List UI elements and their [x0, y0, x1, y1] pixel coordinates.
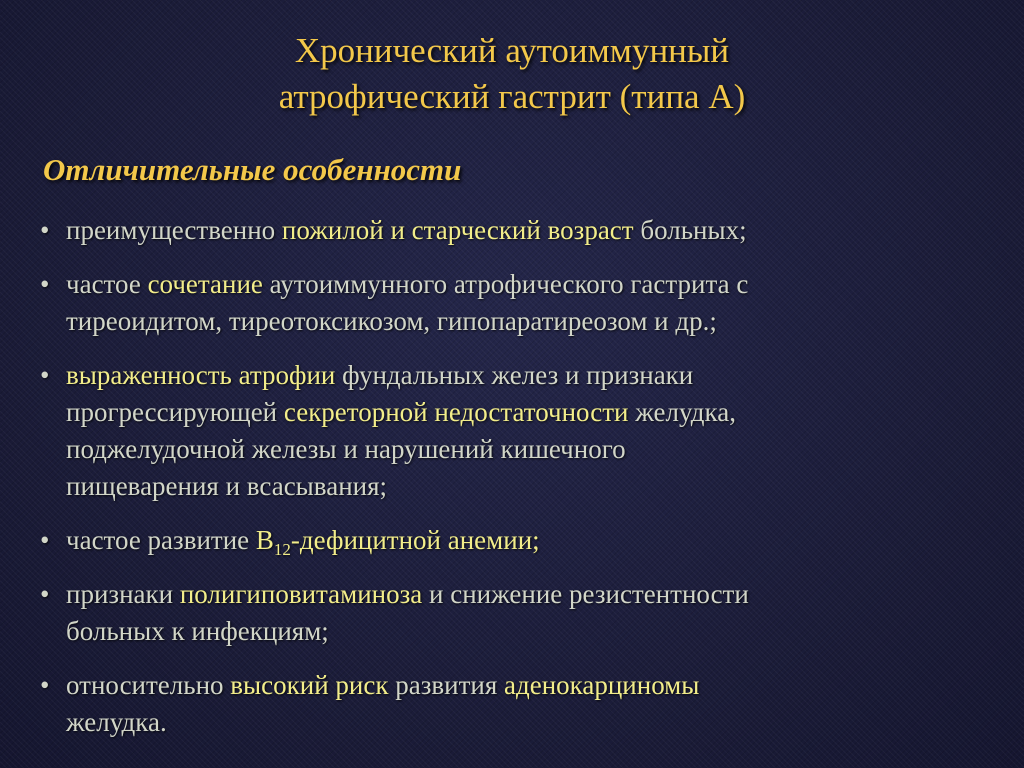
bullet-text: признаки [66, 579, 180, 609]
bullet-marker: • [40, 215, 50, 245]
bullet-marker: • [40, 670, 50, 700]
highlighted-text: аденокарциномы [504, 670, 700, 700]
bullet-line [66, 704, 1000, 741]
bullet-line [66, 394, 1000, 431]
bullet-text: относительно [66, 670, 231, 700]
bullet-text: фундальных желез и признаки [335, 360, 694, 390]
bullet-line [66, 266, 1000, 303]
highlighted-text: -дефицитной анемии; [290, 525, 540, 555]
bullet-line [66, 613, 1000, 650]
bullet-marker: • [40, 525, 50, 555]
bullet-line [66, 303, 1000, 340]
bullet-marker: • [40, 269, 50, 299]
highlighted-text: пожилой и старческий возраст [281, 215, 634, 245]
bullet-line [66, 468, 1000, 505]
bullet-text: частое развитие [66, 525, 256, 555]
highlighted-text: сочетание [147, 269, 263, 299]
slide-title [0, 28, 1024, 120]
slide-subtitle: Отличительные особенности [43, 152, 462, 187]
highlighted-text: выраженность атрофии [66, 360, 336, 390]
bullet-text: больных к инфекциям; [66, 616, 329, 646]
highlighted-text: высокий риск [230, 670, 389, 700]
bullet-text: желудка. [66, 707, 167, 737]
bullet-marker: • [40, 579, 50, 609]
bullet-item [40, 667, 1000, 741]
bullet-item [40, 266, 1000, 340]
bullet-text: желудка, [628, 397, 736, 427]
bullet-marker: • [40, 360, 50, 390]
bullet-text: тиреоидитом, тиреотоксикозом, гипопаратиреозом и др.; [66, 306, 717, 336]
bullet-item [40, 576, 1000, 650]
bullet-text: преимущественно [66, 215, 282, 245]
bullet-text: аутоиммунного атрофического гастрита с [262, 269, 749, 299]
title-line-2: атрофический гастрит (типа А) [278, 77, 746, 116]
bullet-text: больных; [633, 215, 747, 245]
bullet-text: поджелудочной железы и нарушений кишечного [66, 434, 626, 464]
highlighted-text: 12 [273, 540, 291, 559]
bullet-text: развития [388, 670, 504, 700]
bullet-text: и снижение резистентности [422, 579, 749, 609]
bullet-item [40, 522, 1000, 559]
highlighted-text: секреторной недостаточности [283, 397, 629, 427]
highlighted-text: B [255, 525, 274, 555]
bullet-text: пищеварения и всасывания; [66, 471, 388, 501]
bullet-line [66, 357, 1000, 394]
bullet-line [66, 522, 1000, 559]
bullet-text: прогрессирующей [66, 397, 284, 427]
bullet-line [66, 667, 1000, 704]
highlighted-text: полигиповитаминоза [179, 579, 423, 609]
bullet-item [40, 212, 1000, 249]
bullet-list [40, 210, 1000, 741]
bullet-line [66, 212, 1000, 249]
bullet-item [40, 357, 1000, 505]
bullet-text: частое [66, 269, 148, 299]
title-line-1: Хронический аутоиммунный [294, 31, 730, 70]
bullet-line [66, 576, 1000, 613]
bullet-line [66, 431, 1000, 468]
